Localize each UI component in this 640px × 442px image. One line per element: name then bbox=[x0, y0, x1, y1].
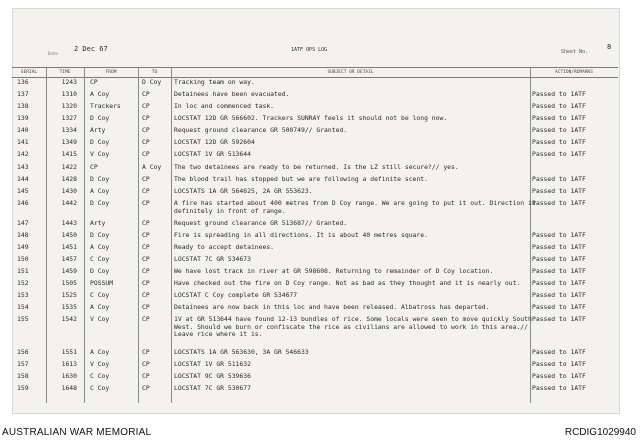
cell-serial: 159 bbox=[17, 384, 29, 392]
cell-subject: LOCSTAT 12D GR 592604 bbox=[174, 138, 255, 146]
cell-serial: 152 bbox=[17, 279, 29, 287]
cell-from: D Coy bbox=[90, 267, 110, 275]
cell-subject: The blood trail has stopped but we are following a definite scent. bbox=[174, 175, 428, 183]
cell-from: D Coy bbox=[90, 138, 110, 146]
cell-serial: 147 bbox=[17, 219, 29, 227]
cell-action: Passed to 1ATF bbox=[532, 315, 586, 323]
cell-action: Passed to 1ATF bbox=[532, 175, 586, 183]
cell-subject: Tracking team on way. bbox=[174, 78, 255, 86]
cell-action: Passed to 1ATF bbox=[532, 267, 586, 275]
cell-serial: 149 bbox=[17, 243, 29, 251]
cell-subject: LOCSTAT 1V GR 513644 bbox=[174, 150, 251, 158]
cell-from: V Coy bbox=[90, 150, 110, 158]
cell-subject: LOCSTAT 9C GR 539636 bbox=[174, 372, 251, 380]
cell-time: 1630 bbox=[61, 372, 77, 380]
cell-action: Passed to 1ATF bbox=[532, 102, 586, 110]
cell-action: Passed to 1ATF bbox=[532, 255, 586, 263]
cell-to: CP bbox=[142, 219, 150, 227]
cell-time: 1415 bbox=[61, 150, 77, 158]
cell-from: C Coy bbox=[90, 291, 110, 299]
cell-action: Passed to 1ATF bbox=[532, 231, 586, 239]
cell-action: Passed to 1ATF bbox=[532, 279, 586, 287]
column-divider bbox=[138, 67, 139, 403]
cell-serial: 156 bbox=[17, 348, 29, 356]
cell-to: CP bbox=[142, 138, 150, 146]
cell-from: V Coy bbox=[90, 315, 110, 323]
cell-serial: 141 bbox=[17, 138, 29, 146]
cell-action: Passed to 1ATF bbox=[532, 384, 586, 392]
cell-time: 1648 bbox=[61, 384, 77, 392]
cell-from: A Coy bbox=[90, 90, 110, 98]
cell-serial: 143 bbox=[17, 163, 29, 171]
cell-from: A Coy bbox=[90, 187, 110, 195]
cell-subject: LOCSTAT 12D GR 566602. Trackers SUNRAY feels it should not be long now. bbox=[174, 114, 448, 122]
column-header-to: TO bbox=[151, 70, 158, 75]
cell-serial: 146 bbox=[17, 199, 29, 207]
cell-serial: 157 bbox=[17, 360, 29, 368]
cell-subject: The two detainees are ready to be returned. Is the LZ still secure?// yes. bbox=[174, 163, 459, 171]
column-divider bbox=[84, 67, 85, 403]
cell-serial: 145 bbox=[17, 187, 29, 195]
cell-from: CP bbox=[90, 163, 98, 171]
cell-to: D Coy bbox=[142, 78, 162, 86]
cell-from: C Coy bbox=[90, 255, 110, 263]
cell-subject: Detainees have been evacuated. bbox=[174, 90, 290, 98]
cell-serial: 137 bbox=[17, 90, 29, 98]
archive-credit: AUSTRALIAN WAR MEMORIAL bbox=[2, 427, 152, 438]
cell-from: Trackers bbox=[90, 102, 121, 110]
column-header-subject: SUBJECT OR DETAIL bbox=[327, 70, 374, 75]
cell-from: A Coy bbox=[90, 243, 110, 251]
cell-to: CP bbox=[142, 150, 150, 158]
table-top-rule bbox=[12, 67, 618, 68]
column-header-time: TIME bbox=[59, 70, 71, 75]
cell-time: 1334 bbox=[61, 126, 77, 134]
cell-subject: In loc and commenced task. bbox=[174, 102, 275, 110]
column-header-serial: SERIAL bbox=[20, 70, 38, 75]
date-value: 2 Dec 67 bbox=[74, 45, 108, 53]
cell-subject: 1V at GR 513644 have found 12-13 bundles of rice. Some locals were seen to move quickly South West. Should we burn or confiscate the rice as civilians are allowed to work in this area.// Leave rice where it is. bbox=[174, 315, 532, 339]
cell-action: Passed to 1ATF bbox=[532, 90, 586, 98]
cell-time: 1505 bbox=[61, 279, 77, 287]
cell-time: 1442 bbox=[61, 199, 77, 207]
cell-serial: 153 bbox=[17, 291, 29, 299]
column-header-action: ACTION/REMARKS bbox=[555, 70, 593, 75]
cell-action: Passed to 1ATF bbox=[532, 114, 586, 122]
cell-action: Passed to 1ATF bbox=[532, 243, 586, 251]
cell-subject: LOCSTAT 1V GR 511632 bbox=[174, 360, 251, 368]
cell-serial: 154 bbox=[17, 303, 29, 311]
cell-action: Passed to 1ATF bbox=[532, 360, 586, 368]
cell-serial: 144 bbox=[17, 175, 29, 183]
cell-action: Passed to 1ATF bbox=[532, 150, 586, 158]
cell-from: CP bbox=[90, 78, 98, 86]
cell-serial: 151 bbox=[17, 267, 29, 275]
cell-action: Passed to 1ATF bbox=[532, 303, 586, 311]
cell-to: CP bbox=[142, 231, 150, 239]
cell-to: CP bbox=[142, 126, 150, 134]
cell-subject: Ready to accept detainees. bbox=[174, 243, 275, 251]
cell-to: CP bbox=[142, 90, 150, 98]
sheet-number: 8 bbox=[607, 43, 612, 51]
cell-time: 1551 bbox=[61, 348, 77, 356]
header-rule bbox=[12, 77, 618, 78]
log-table bbox=[12, 67, 618, 403]
cell-from: Arty bbox=[90, 126, 106, 134]
sheet-number-label: Sheet No. bbox=[561, 49, 589, 55]
cell-time: 1542 bbox=[61, 315, 77, 323]
archive-reference: RCDIG1029940 bbox=[564, 427, 636, 438]
cell-from: C Coy bbox=[90, 372, 110, 380]
cell-to: CP bbox=[142, 255, 150, 263]
cell-time: 1243 bbox=[61, 78, 77, 86]
cell-from: D Coy bbox=[90, 114, 110, 122]
cell-action: Passed to 1ATF bbox=[532, 291, 586, 299]
cell-to: CP bbox=[142, 303, 150, 311]
cell-to: CP bbox=[142, 175, 150, 183]
page-title: 1ATF OPS LOG bbox=[291, 47, 328, 53]
cell-to: CP bbox=[142, 199, 150, 207]
cell-from: V Coy bbox=[90, 360, 110, 368]
cell-action: Passed to 1ATF bbox=[532, 348, 586, 356]
cell-time: 1535 bbox=[61, 303, 77, 311]
cell-to: CP bbox=[142, 114, 150, 122]
cell-time: 1320 bbox=[61, 102, 77, 110]
cell-to: CP bbox=[142, 267, 150, 275]
cell-time: 1310 bbox=[61, 90, 77, 98]
cell-from: Arty bbox=[90, 219, 106, 227]
cell-subject: Have checked out the fire on D Coy range. Not as bad as they thought and it is nearly out. bbox=[174, 279, 521, 287]
cell-serial: 155 bbox=[17, 315, 29, 323]
cell-serial: 140 bbox=[17, 126, 29, 134]
cell-subject: LOCSTATS 1A GR 564625, 2A GR 553623. bbox=[174, 187, 313, 195]
cell-to: CP bbox=[142, 315, 150, 323]
cell-from: C Coy bbox=[90, 384, 110, 392]
cell-serial: 148 bbox=[17, 231, 29, 239]
cell-action: Passed to 1ATF bbox=[532, 199, 586, 207]
cell-subject: Request ground clearance GR 500749// Granted. bbox=[174, 126, 348, 134]
cell-subject: A fire has started about 400 metres from D Coy range. We are going to put it out. Direction is definitely in front of range. bbox=[174, 199, 536, 215]
cell-to: CP bbox=[142, 384, 150, 392]
cell-from: D Coy bbox=[90, 175, 110, 183]
cell-time: 1459 bbox=[61, 267, 77, 275]
cell-subject: Request ground clearance GR 513687// Granted. bbox=[174, 219, 348, 227]
cell-subject: LOCSTAT 7C GR 530677 bbox=[174, 384, 251, 392]
cell-time: 1430 bbox=[61, 187, 77, 195]
cell-from: A Coy bbox=[90, 348, 110, 356]
cell-time: 1457 bbox=[61, 255, 77, 263]
column-divider bbox=[46, 67, 47, 403]
cell-time: 1428 bbox=[61, 175, 77, 183]
cell-time: 1613 bbox=[61, 360, 77, 368]
cell-serial: 150 bbox=[17, 255, 29, 263]
cell-to: CP bbox=[142, 102, 150, 110]
cell-to: A Coy bbox=[142, 163, 162, 171]
cell-action: Passed to 1ATF bbox=[532, 138, 586, 146]
cell-to: CP bbox=[142, 348, 150, 356]
cell-time: 1525 bbox=[61, 291, 77, 299]
cell-to: CP bbox=[142, 291, 150, 299]
cell-subject: LOCSTAT C Coy complete GR 534677 bbox=[174, 291, 298, 299]
cell-time: 1327 bbox=[61, 114, 77, 122]
cell-to: CP bbox=[142, 243, 150, 251]
cell-serial: 136 bbox=[17, 78, 29, 86]
cell-subject: Fire is spreading in all directions. It is about 40 metres square. bbox=[174, 231, 428, 239]
cell-subject: LOCSTATS 1A GR 563630, 3A GR 546633 bbox=[174, 348, 309, 356]
cell-subject: LOCSTAT 7C GR 534673 bbox=[174, 255, 251, 263]
cell-to: CP bbox=[142, 360, 150, 368]
cell-from: POSSUM bbox=[90, 279, 114, 287]
cell-time: 1349 bbox=[61, 138, 77, 146]
cell-subject: We have lost track in river at GR 598608. Returning to remainder of D Coy location. bbox=[174, 267, 494, 275]
cell-serial: 138 bbox=[17, 102, 29, 110]
cell-action: Passed to 1ATF bbox=[532, 372, 586, 380]
cell-from: D Coy bbox=[90, 231, 110, 239]
cell-serial: 158 bbox=[17, 372, 29, 380]
cell-serial: 142 bbox=[17, 150, 29, 158]
cell-from: A Coy bbox=[90, 303, 110, 311]
column-header-from: FROM bbox=[105, 70, 117, 75]
cell-action: Passed to 1ATF bbox=[532, 187, 586, 195]
cell-serial: 139 bbox=[17, 114, 29, 122]
cell-time: 1451 bbox=[61, 243, 77, 251]
cell-action: Passed to 1ATF bbox=[532, 126, 586, 134]
cell-time: 1450 bbox=[61, 231, 77, 239]
cell-time: 1443 bbox=[61, 219, 77, 227]
cell-time: 1422 bbox=[61, 163, 77, 171]
cell-from: D Coy bbox=[90, 199, 110, 207]
cell-to: CP bbox=[142, 372, 150, 380]
cell-to: CP bbox=[142, 187, 150, 195]
cell-to: CP bbox=[142, 279, 150, 287]
cell-subject: Detainees are now back in this loc and have been released. Albatross has departed. bbox=[174, 303, 490, 311]
date-label: Date bbox=[48, 51, 58, 56]
